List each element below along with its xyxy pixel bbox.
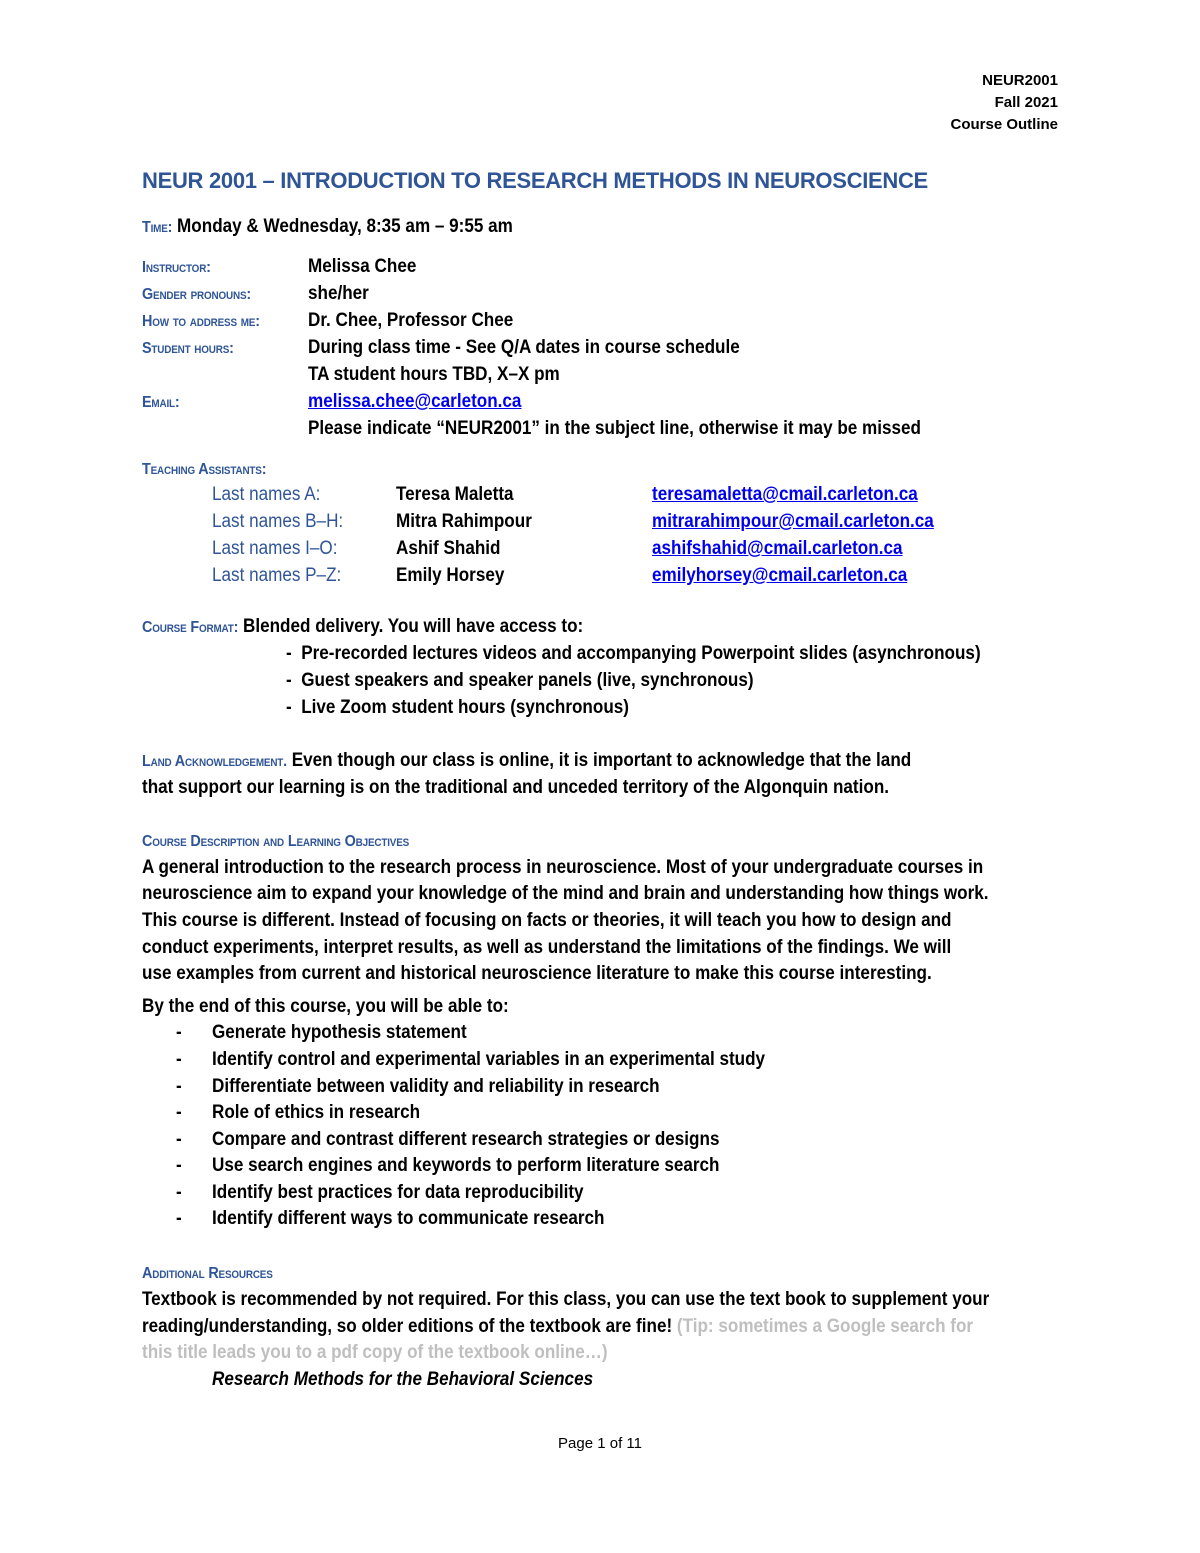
- page-footer: Page 1 of 11: [558, 1435, 642, 1452]
- email-link-wrap: [308, 391, 521, 413]
- description-line: neuroscience aim to expand your knowledge of the mind and brain and understanding how things work.: [142, 883, 989, 904]
- address-row: [142, 310, 260, 332]
- email-note: Please indicate “NEUR2001” in the subject line, otherwise it may be missed: [308, 418, 921, 439]
- objective-item: - Differentiate between validity and reliability in research: [176, 1076, 660, 1097]
- objective-item: - Identify control and experimental variables in an experimental study: [176, 1049, 766, 1070]
- time-label: Time:: [142, 219, 173, 236]
- instructor-email-link[interactable]: melissa.chee@carleton.ca: [308, 391, 522, 412]
- resources-line2: [142, 1316, 973, 1338]
- student-hours-row: [142, 337, 234, 359]
- time-row: [142, 216, 513, 238]
- objective-text: Compare and contrast different research strategies or designs: [212, 1129, 720, 1150]
- header-course-code: NEUR2001: [982, 72, 1058, 89]
- format-item: - Guest speakers and speaker panels (live, synchronous): [286, 670, 754, 691]
- objective-text: Identify different ways to communicate research: [212, 1208, 605, 1229]
- ta-name-b: Mitra Rahimpour: [396, 511, 532, 532]
- objective-item: - Identify different ways to communicate research: [176, 1208, 605, 1229]
- objective-text: Differentiate between validity and reliability in research: [212, 1076, 660, 1097]
- email-label: Email:: [142, 394, 180, 411]
- ta-email-a-wrap: [652, 484, 918, 506]
- address-value: Dr. Chee, Professor Chee: [308, 310, 514, 331]
- ta-group-c: Last names I–O:: [212, 538, 338, 559]
- resources-heading: [142, 1262, 273, 1284]
- page-header: [950, 70, 1058, 136]
- description-heading: [142, 830, 409, 852]
- ta-email-link[interactable]: teresamaletta@cmail.carleton.ca: [652, 484, 918, 505]
- resources-label: Additional Resources: [142, 1265, 273, 1282]
- ta-group-b: Last names B–H:: [212, 511, 344, 532]
- time-value: Monday & Wednesday, 8:35 am – 9:55 am: [177, 216, 513, 237]
- pronouns-row: [142, 283, 251, 305]
- ta-group-a: Last names A:: [212, 484, 321, 505]
- objective-item: - Compare and contrast different research strategies or designs: [176, 1129, 720, 1150]
- description-label: Course Description and Learning Objectives: [142, 833, 410, 850]
- ta-email-link[interactable]: ashifshahid@cmail.carleton.ca: [652, 538, 903, 559]
- resources-tip: (Tip: sometimes a Google search for: [676, 1316, 974, 1337]
- objective-item: - Identify best practices for data reproducibility: [176, 1182, 584, 1203]
- format-label: Course Format:: [142, 619, 239, 636]
- land-row-1: [142, 750, 911, 772]
- description-line: use examples from current and historical neuroscience literature to make this course interesting.: [142, 963, 932, 984]
- format-item: - Live Zoom student hours (synchronous): [286, 697, 629, 718]
- student-hours-line2: TA student hours TBD, X–X pm: [308, 364, 560, 385]
- format-item: - Pre-recorded lectures videos and accompanying Powerpoint slides (asynchronous): [286, 643, 981, 664]
- description-line: conduct experiments, interpret results, as well as understand the limitations of the findings. We will: [142, 937, 952, 958]
- objective-item: - Use search engines and keywords to perform literature search: [176, 1155, 720, 1176]
- description-line: This course is different. Instead of focusing on facts or theories, it will teach you how to design and: [142, 910, 952, 931]
- student-hours-label: Student hours:: [142, 340, 234, 357]
- instructor-label: Instructor:: [142, 259, 211, 276]
- ta-label: Teaching Assistants:: [142, 461, 267, 478]
- objective-item: - Role of ethics in research: [176, 1102, 421, 1123]
- pronouns-value: she/her: [308, 283, 369, 304]
- header-term: Fall 2021: [994, 94, 1058, 111]
- ta-group-d: Last names P–Z:: [212, 565, 342, 586]
- email-row: [142, 391, 180, 413]
- objectives-intro: By the end of this course, you will be able to:: [142, 996, 509, 1017]
- resources-line1: Textbook is recommended by not required. For this class, you can use the text book to supplement your: [142, 1289, 990, 1310]
- objective-text: Identify best practices for data reproducibility: [212, 1182, 584, 1203]
- objective-text: Role of ethics in research: [212, 1102, 421, 1123]
- land-label: Land Acknowledgement.: [142, 753, 287, 770]
- format-row: [142, 616, 583, 638]
- student-hours-line1: During class time - See Q/A dates in course schedule: [308, 337, 740, 358]
- objective-text: Generate hypothesis statement: [212, 1022, 467, 1043]
- resources-line2-main: reading/understanding, so older editions of the textbook are fine!: [142, 1316, 673, 1337]
- ta-email-d-wrap: [652, 565, 907, 587]
- format-item-text: Pre-recorded lectures videos and accompanying Powerpoint slides (asynchronous): [301, 643, 981, 664]
- ta-email-link[interactable]: emilyhorsey@cmail.carleton.ca: [652, 565, 908, 586]
- ta-email-b-wrap: [652, 511, 934, 533]
- format-item-text: Live Zoom student hours (synchronous): [301, 697, 629, 718]
- description-line: A general introduction to the research process in neuroscience. Most of your undergraduate courses in: [142, 857, 984, 878]
- instructor-value: Melissa Chee: [308, 256, 417, 277]
- book-title: Research Methods for the Behavioral Sciences: [212, 1369, 594, 1390]
- land-text-2: that support our learning is on the traditional and unceded territory of the Algonquin nation.: [142, 777, 890, 798]
- format-intro: Blended delivery. You will have access to:: [242, 616, 584, 637]
- objective-text: Identify control and experimental variables in an experimental study: [212, 1049, 766, 1070]
- instructor-row: [142, 256, 211, 278]
- ta-heading: [142, 458, 266, 480]
- ta-name-c: Ashif Shahid: [396, 538, 501, 559]
- format-item-text: Guest speakers and speaker panels (live, synchronous): [301, 670, 754, 691]
- pronouns-label: Gender pronouns:: [142, 286, 251, 303]
- objective-item: - Generate hypothesis statement: [176, 1022, 467, 1043]
- page-title: NEUR 2001 – INTRODUCTION TO RESEARCH METHODS IN NEUROSCIENCE: [142, 168, 928, 193]
- ta-email-c-wrap: [652, 538, 902, 560]
- ta-email-link[interactable]: mitrarahimpour@cmail.carleton.ca: [652, 511, 934, 532]
- objective-text: Use search engines and keywords to perform literature search: [212, 1155, 720, 1176]
- ta-name-d: Emily Horsey: [396, 565, 505, 586]
- resources-tip-cont: this title leads you to a pdf copy of the textbook online…): [142, 1342, 608, 1363]
- land-text-1: Even though our class is online, it is important to acknowledge that the land: [291, 750, 912, 771]
- header-doc-type: Course Outline: [950, 116, 1058, 133]
- ta-name-a: Teresa Maletta: [396, 484, 514, 505]
- address-label: How to address me:: [142, 313, 260, 330]
